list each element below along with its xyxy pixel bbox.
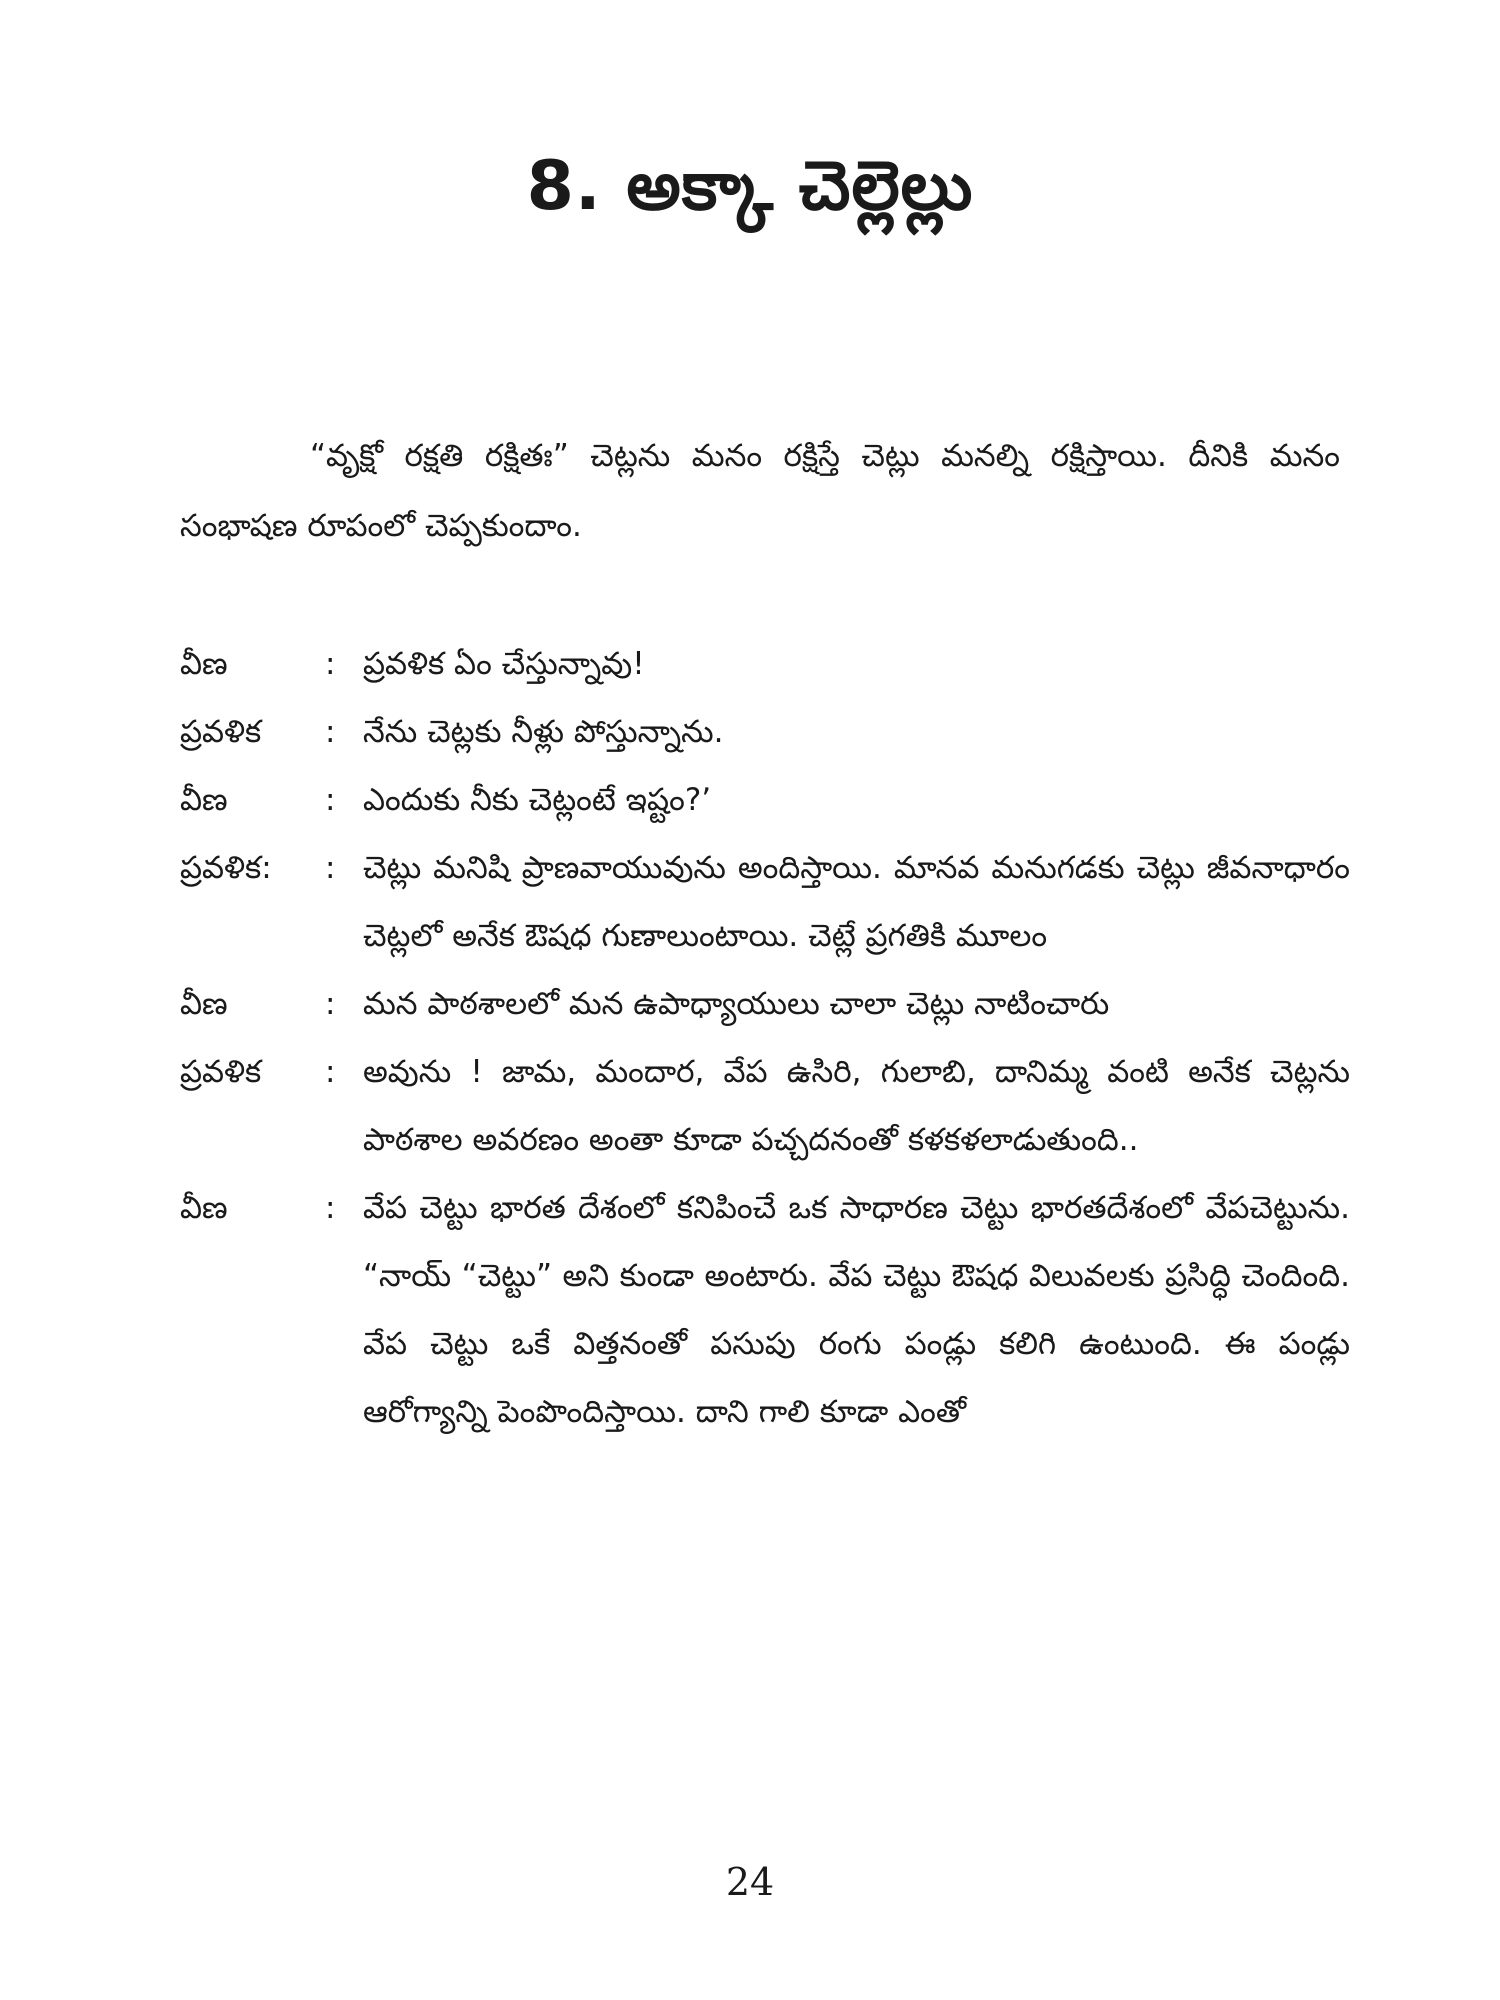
- speaker-name: ప్రవళిక: [180, 1054, 262, 1090]
- speaker-name: వీణ: [180, 986, 228, 1022]
- intro-text: “వృక్షో రక్షతి రక్షితః” చెట్లను మనం రక్షిస్తే చెట్లు మనల్ని రక్షిస్తాయి. దీనికి మనం సంభాషణ రూపంలో చెప్పకుందాం.: [180, 438, 1340, 544]
- speaker-name: ప్రవళిక: [180, 714, 262, 750]
- speech-text: అవును ! జామ, మందార, వేప ఉసిరి, గులాబి, దానిమ్మ వంటి అనేక చెట్లను పాఠశాల అవరణం అంతా కూడా పచ్చదనంతో కళకళలాడుతుంది..: [363, 1054, 1350, 1158]
- speech-text: ప్రవళిక ఏం చేస్తున్నావు!: [363, 646, 645, 682]
- speech-text: నేను చెట్లకు నీళ్లు పోస్తున్నాను.: [363, 714, 724, 750]
- chapter-title: 8. అక్కా చెల్లెల్లు: [526, 146, 974, 226]
- dialogue-line: [180, 834, 1350, 970]
- dialogue-line: [180, 766, 1350, 834]
- dialogue-line: [180, 630, 1350, 698]
- page-number: 24: [725, 1860, 775, 1904]
- speech-text: ఎందుకు నీకు చెట్లంటే ఇష్టం?’: [363, 782, 712, 818]
- dialogue-line: [180, 970, 1350, 1038]
- speaker-colon: :: [325, 646, 336, 682]
- speaker-name: వీణ: [180, 646, 228, 682]
- speaker-name: వీణ: [180, 1190, 228, 1226]
- speech-text: మన పాఠశాలలో మన ఉపాధ్యాయులు చాలా చెట్లు నాటించారు: [363, 986, 1110, 1022]
- speaker-name: ప్రవళిక:: [180, 850, 272, 886]
- speaker-colon: :: [325, 986, 336, 1022]
- speech-text: చెట్లు మనిషి ప్రాణవాయువును అందిస్తాయి. మానవ మనుగడకు చెట్లు జీవనాధారం చెట్లలో అనేక ఔషధ గుణాలుంటాయి. చెట్లే ప్రగతికి మూలం: [363, 850, 1350, 954]
- speaker-colon: :: [325, 714, 336, 750]
- speaker-name: వీణ: [180, 782, 228, 818]
- intro-paragraph: [180, 421, 1340, 561]
- speaker-colon: :: [325, 850, 336, 886]
- dialogue-line: [180, 1174, 1350, 1446]
- speaker-colon: :: [325, 782, 336, 818]
- dialogue: [180, 630, 1350, 1446]
- speech-text: వేప చెట్టు భారత దేశంలో కనిపించే ఒక సాధారణ చెట్టు భారతదేశంలో వేపచెట్టును. “నాయ్ “చెట్టు” అని కుండా అంటారు. వేప చెట్టు ఔషధ విలువలకు ప్రసిద్ధి చెందింది. వేప చెట్టు ఒకే విత్తనంతో పసుపు రంగు పండ్లు కలిగి ఉంటుంది. ఈ పండ్లు ఆరోగ్యాన్ని పెంపొందిస్తాయి. దాని గాలి కూడా ఎంతో: [363, 1190, 1350, 1430]
- dialogue-line: [180, 698, 1350, 766]
- dialogue-line: [180, 1038, 1350, 1174]
- speaker-colon: :: [325, 1190, 336, 1226]
- speaker-colon: :: [325, 1054, 336, 1090]
